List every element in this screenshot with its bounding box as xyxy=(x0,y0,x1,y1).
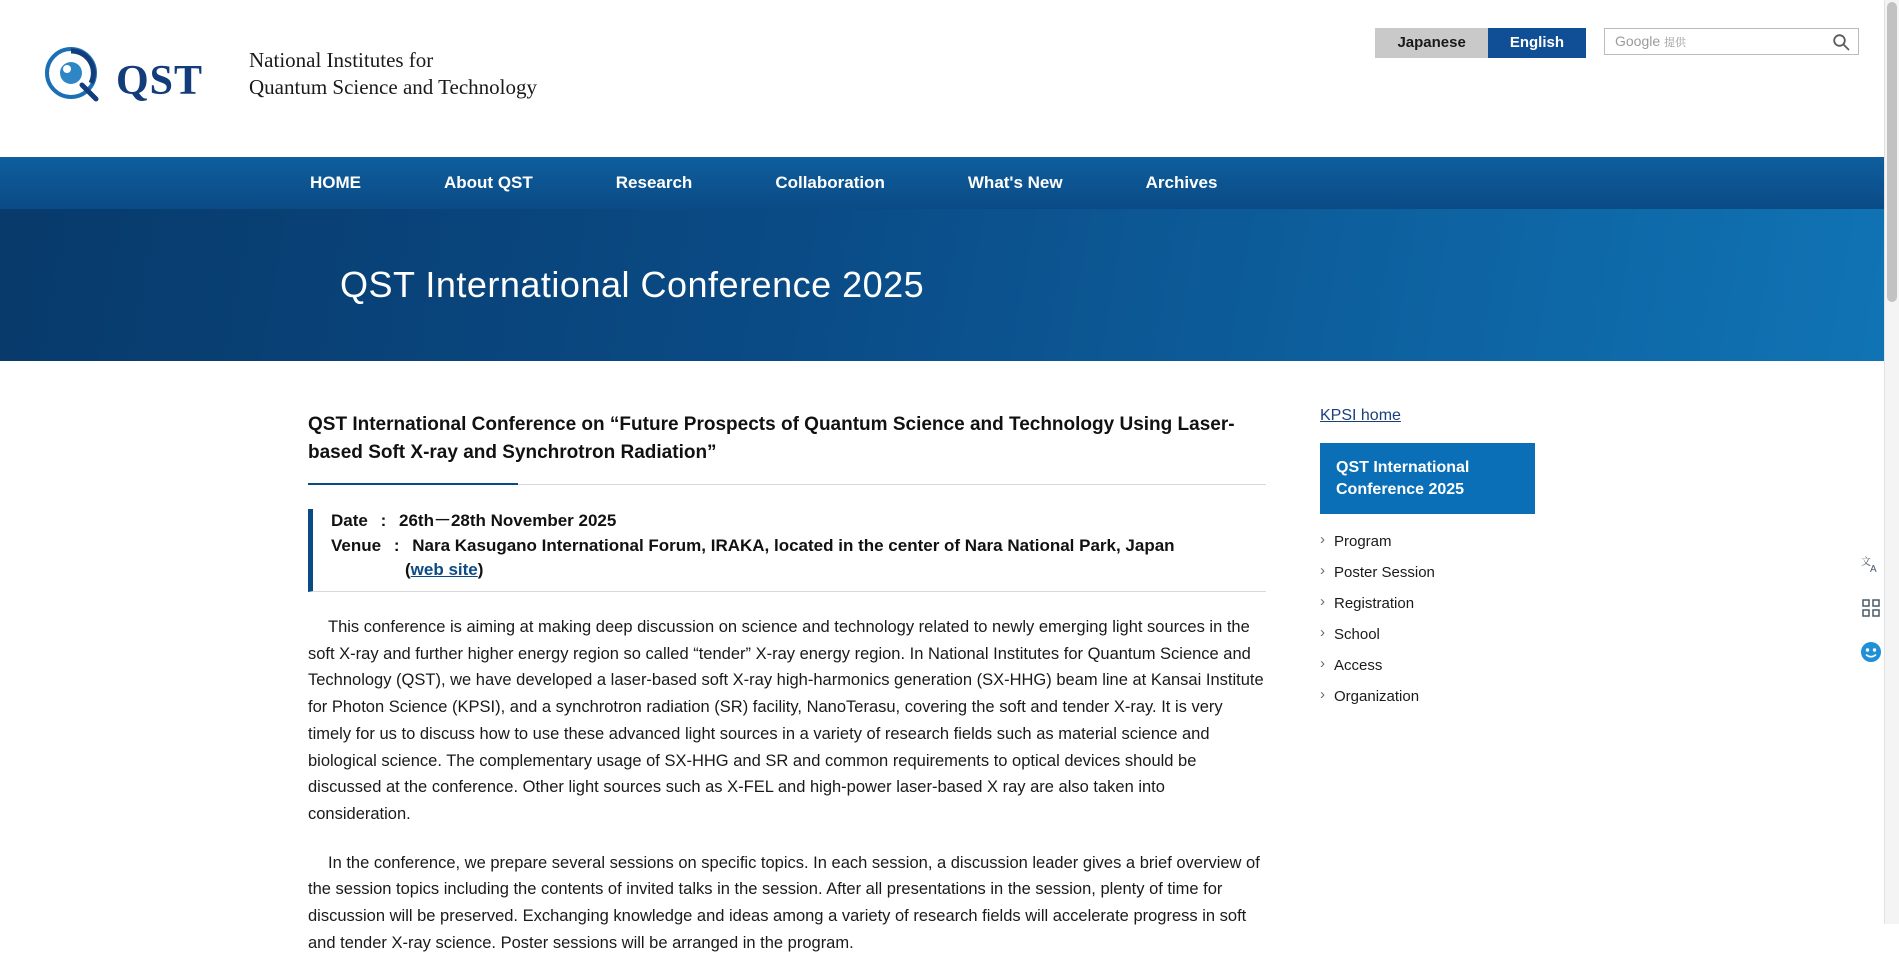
nav-item-research[interactable]: Research xyxy=(615,173,693,192)
language-japanese-button[interactable]: Japanese xyxy=(1375,28,1487,58)
nav-item-home[interactable]: HOME xyxy=(310,173,361,192)
logo-abbr: QST xyxy=(116,58,204,104)
sidebar-item-access[interactable]: › Access xyxy=(1320,650,1535,681)
sidebar-item-school[interactable]: › School xyxy=(1320,619,1535,650)
conference-date-row xyxy=(331,509,1266,534)
qst-logo-icon xyxy=(44,45,104,103)
intro-paragraph-2: In the conference, we prepare several sessions on specific topics. In each session, a discussion leader gives a brief overview of the session topics including the contents of invited talks in the session. After all presentations in the session, plenty of time for discussion will be preserved. Exchanging knowledge and ideas among a variety of research fields will accelerate progress in soft and tender X-ray science. Poster sessions will be arranged in the program. xyxy=(308,853,1260,952)
language-english-button[interactable]: English xyxy=(1488,28,1586,58)
site-logo[interactable] xyxy=(44,45,537,103)
content-area xyxy=(0,361,1899,957)
date-label: Date xyxy=(331,511,368,531)
svg-text:A: A xyxy=(1870,564,1877,574)
conference-venue-link-row xyxy=(331,558,1266,583)
sidebar-item-kpsi-home[interactable]: KPSI home xyxy=(1320,407,1401,424)
sidebar-item-program[interactable]: › Program xyxy=(1320,526,1535,557)
language-switcher[interactable] xyxy=(1375,28,1586,58)
conference-heading-text: QST International Conference on “Future Prospects of Quantum Science and Technology Using Laser-based Soft X-ray and Synchrotron Radiation” xyxy=(308,414,1235,463)
nav-item-about-qst[interactable]: About QST xyxy=(444,173,533,192)
global-navigation[interactable] xyxy=(0,157,1899,209)
venue-value: Nara Kasugano International Forum, IRAKA, located in the center of Nara National Park, Japan xyxy=(412,535,1175,555)
sidebar xyxy=(1320,361,1580,957)
nav-item-whats-new[interactable]: What's New xyxy=(967,173,1063,192)
search-box[interactable] xyxy=(1604,28,1859,55)
heading-accent-rule xyxy=(308,483,518,485)
date-separator: : xyxy=(380,511,387,531)
search-icon[interactable] xyxy=(1830,31,1852,53)
conference-heading xyxy=(308,411,1266,485)
search-placeholder-main: Google xyxy=(1615,33,1661,49)
venue-open-paren: ( xyxy=(405,560,411,580)
sidebar-item-organization[interactable]: › Organization xyxy=(1320,681,1535,712)
main-column xyxy=(308,361,1268,957)
nav-item-collaboration[interactable]: Collaboration xyxy=(775,173,885,192)
conference-info-block xyxy=(308,509,1266,592)
page-scrollbar[interactable] xyxy=(1884,0,1899,924)
sidebar-list xyxy=(1320,526,1580,712)
conference-venue-row xyxy=(331,534,1266,559)
search-input[interactable] xyxy=(1611,33,1830,50)
venue-separator: : xyxy=(393,535,400,555)
logo-fullname xyxy=(249,47,537,101)
nav-item-archives[interactable]: Archives xyxy=(1145,173,1218,192)
grid-apps-icon[interactable] xyxy=(1856,593,1886,623)
site-header xyxy=(0,0,1899,157)
svg-text:文: 文 xyxy=(1861,557,1871,568)
sidebar-current-section: QST International Conference 2025 xyxy=(1320,443,1535,514)
translate-icon[interactable] xyxy=(1856,549,1886,579)
venue-close-paren: ) xyxy=(477,560,484,580)
venue-website-link[interactable]: web site xyxy=(410,560,478,580)
intro-paragraph-1: This conference is aiming at making deep discussion on science and technology related to newly emerging light sources in the soft X-ray and further higher energy region so called “tender” X-ray energy region. In National Institutes for Quantum Science and Technology (QST), we have developed a laser-based soft X-ray high-harmonics generation (SX-HHG) beam line at Kansai Institute for Photon Science (KPSI), and a synchrotron radiation (SR) facility, NanoTerasu, covering the soft and tender X-ray. It is very timely for us to discuss how to use these advanced light sources in a variety of research fields such as material science and biological science. The complementary usage of SX-HHG and SR and common requirements to optical devices should be discussed at the conference. Other light sources such as X-FEL and high-power laser-based X ray are also taken into consideration. xyxy=(308,618,1264,824)
smiley-icon[interactable] xyxy=(1856,637,1886,667)
page-title-banner xyxy=(0,209,1899,361)
logo-fullname-line1: National Institutes for xyxy=(249,48,434,73)
scrollbar-thumb[interactable] xyxy=(1887,2,1897,302)
search-placeholder-sub: 提供 xyxy=(1664,37,1687,49)
date-value: 26th－28th November 2025 xyxy=(399,511,617,531)
logo-fullname-line2: Quantum Science and Technology xyxy=(249,75,537,99)
sidebar-item-registration[interactable]: › Registration xyxy=(1320,588,1535,619)
page-title: QST International Conference 2025 xyxy=(340,264,925,305)
venue-label: Venue xyxy=(331,535,382,555)
sidebar-item-poster-session[interactable]: › Poster Session xyxy=(1320,557,1535,588)
